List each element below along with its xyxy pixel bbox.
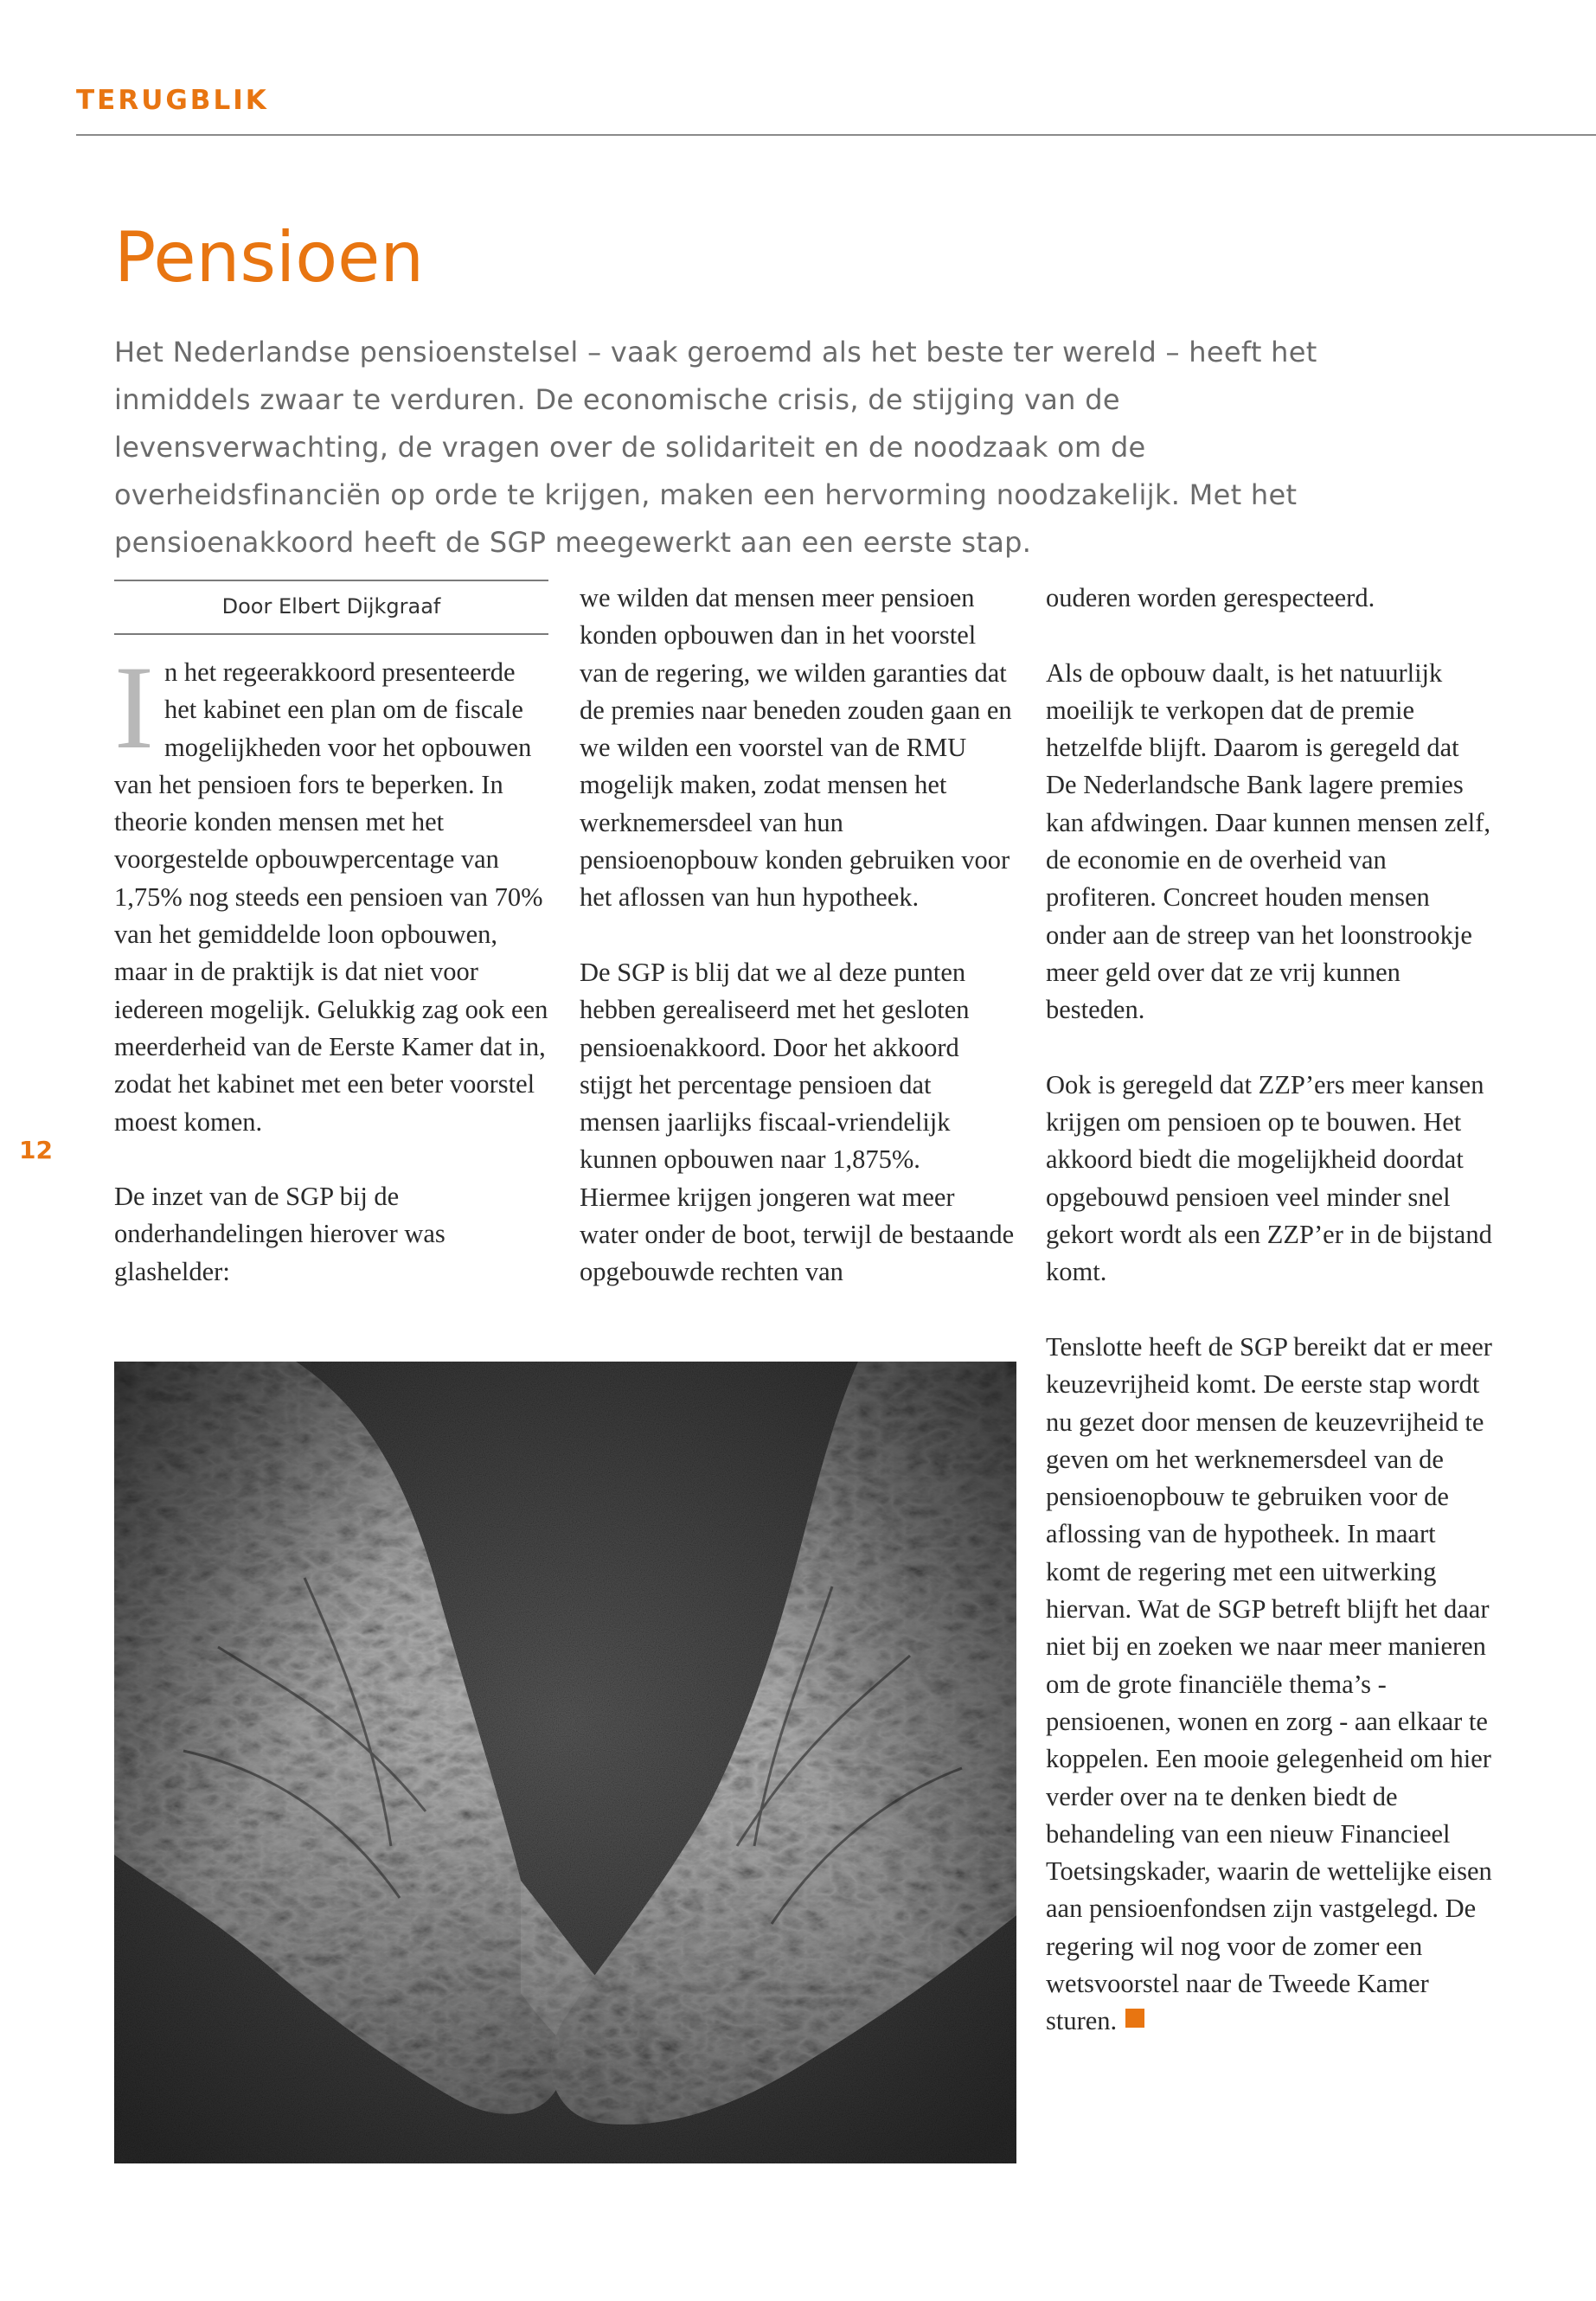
byline-text: Door Elbert Dijkgraaf xyxy=(221,594,441,619)
paragraph-text: n het regeerakkoord presenteerde het kabinet een plan om de fiscale mogelijkheden voor het opbouwen van het pensioen fors te beperken. In theorie konden mensen met het voorgestelde opbouwpercentage van 1,75% nog steeds een pensioen van 70% van het gemiddelde loon opbouwen, maar in de praktijk is dat niet voor iedereen mogelijk. Gelukkig zag ook een meerderheid van de Eerste Kamer dat in, zodat het kabinet met een beter voorstel moest komen. xyxy=(114,657,548,1137)
section-label: TERUGBLIK xyxy=(76,85,269,116)
paragraph: ouderen worden gerespecteerd. xyxy=(1046,583,1375,612)
column-1 xyxy=(114,580,551,1328)
paragraph: De SGP is blij dat we al deze punten hebben gerealiseerd met het gesloten pensioenakkoord. Door het akkoord stijgt het percentage pensioen dat mensen jaarlijks fiscaal-vriendelijk kunnen opbouwen naar 1,875%. Hiermee krijgen jongeren wat meer water onder de boot, terwijl de bestaande opgebouwde rechten van xyxy=(580,957,1015,1287)
column-3 xyxy=(1046,580,1496,2078)
end-mark-square xyxy=(1125,2009,1144,2028)
column-2 xyxy=(580,580,1016,1329)
photo-elderly-hands xyxy=(114,1362,1016,2163)
article-lead: Het Nederlandse pensioenstelsel – vaak geroemd als het beste ter wereld – heeft het inmiddels zwaar te verduren. De economische crisis, de stijging van de levensverwachting, de vragen over de solidariteit en de noodzaak om de overheidsfinanciën op orde te krijgen, maken een hervorming noodzakelijk. Met het pensioenakkoord heeft de SGP meegewerkt aan een eerste stap. xyxy=(114,336,1317,559)
byline xyxy=(114,580,548,635)
paragraph: Als de opbouw daalt, is het natuurlijk moeilijk te verkopen dat de premie hetzelfde blijft. Daarom is geregeld dat De Nederlandsche Bank lagere premies kan afdwingen. Daar kunnen mensen zelf, de economie en de overheid van profiteren. Concreet houden mensen onder aan de streep van het loonstrookje meer geld over dat ze vrij kunnen besteden. xyxy=(1046,657,1491,1025)
paragraph xyxy=(114,641,551,1141)
paragraph: we wilden dat mensen meer pensioen konden opbouwen dan in het voorstel van de regering, we wilden garanties dat de premies naar beneden zouden gaan en we wilden een voorstel van de RMU mogelijk maken, zodat mensen het werknemersdeel van hun pensioenopbouw konden gebruiken voor het aflossen van hun hypotheek. xyxy=(580,583,1012,913)
header-rule xyxy=(76,134,1596,136)
dropcap-letter: I xyxy=(114,641,154,773)
paragraph-text: Tenslotte heeft de SGP bereikt dat er meer keuzevrijheid komt. De eerste stap wordt nu gezet door mensen de keuzevrijheid te geven om het werknemersdeel van de pensioenopbouw te gebruiken voor de aflossing van de hypotheek. In maart komt de regering met een uitwerking hiervan. Wat de SGP betreft blijft het daar niet bij en zoeken we naar meer manieren om de grote financiële thema’s - pensioenen, wonen en zorg - aan elkaar te koppelen. Een mooie gelegenheid om hier verder over na te denken biedt de behandeling van een nieuw Financieel Toetsingskader, waarin de wettelijke eisen aan pensioenfondsen zijn vastgelegd. De regering wil nog voor de zomer een wetsvoorstel naar de Tweede Kamer sturen. xyxy=(1046,1331,1492,2036)
paragraph: De inzet van de SGP bij de onderhandelingen hierover was glashelder: xyxy=(114,1182,445,1286)
article-title: Pensioen xyxy=(114,217,425,298)
paragraph: Ook is geregeld dat ZZP’ers meer kansen krijgen om pensioen op te bouwen. Het akkoord biedt die mogelijkheid doordat opgebouwd pensioen veel minder snel gekort wordt als een ZZP’er in de bijstand komt. xyxy=(1046,1069,1492,1287)
page-number: 12 xyxy=(19,1136,53,1164)
paragraph-last xyxy=(1046,1329,1496,2041)
